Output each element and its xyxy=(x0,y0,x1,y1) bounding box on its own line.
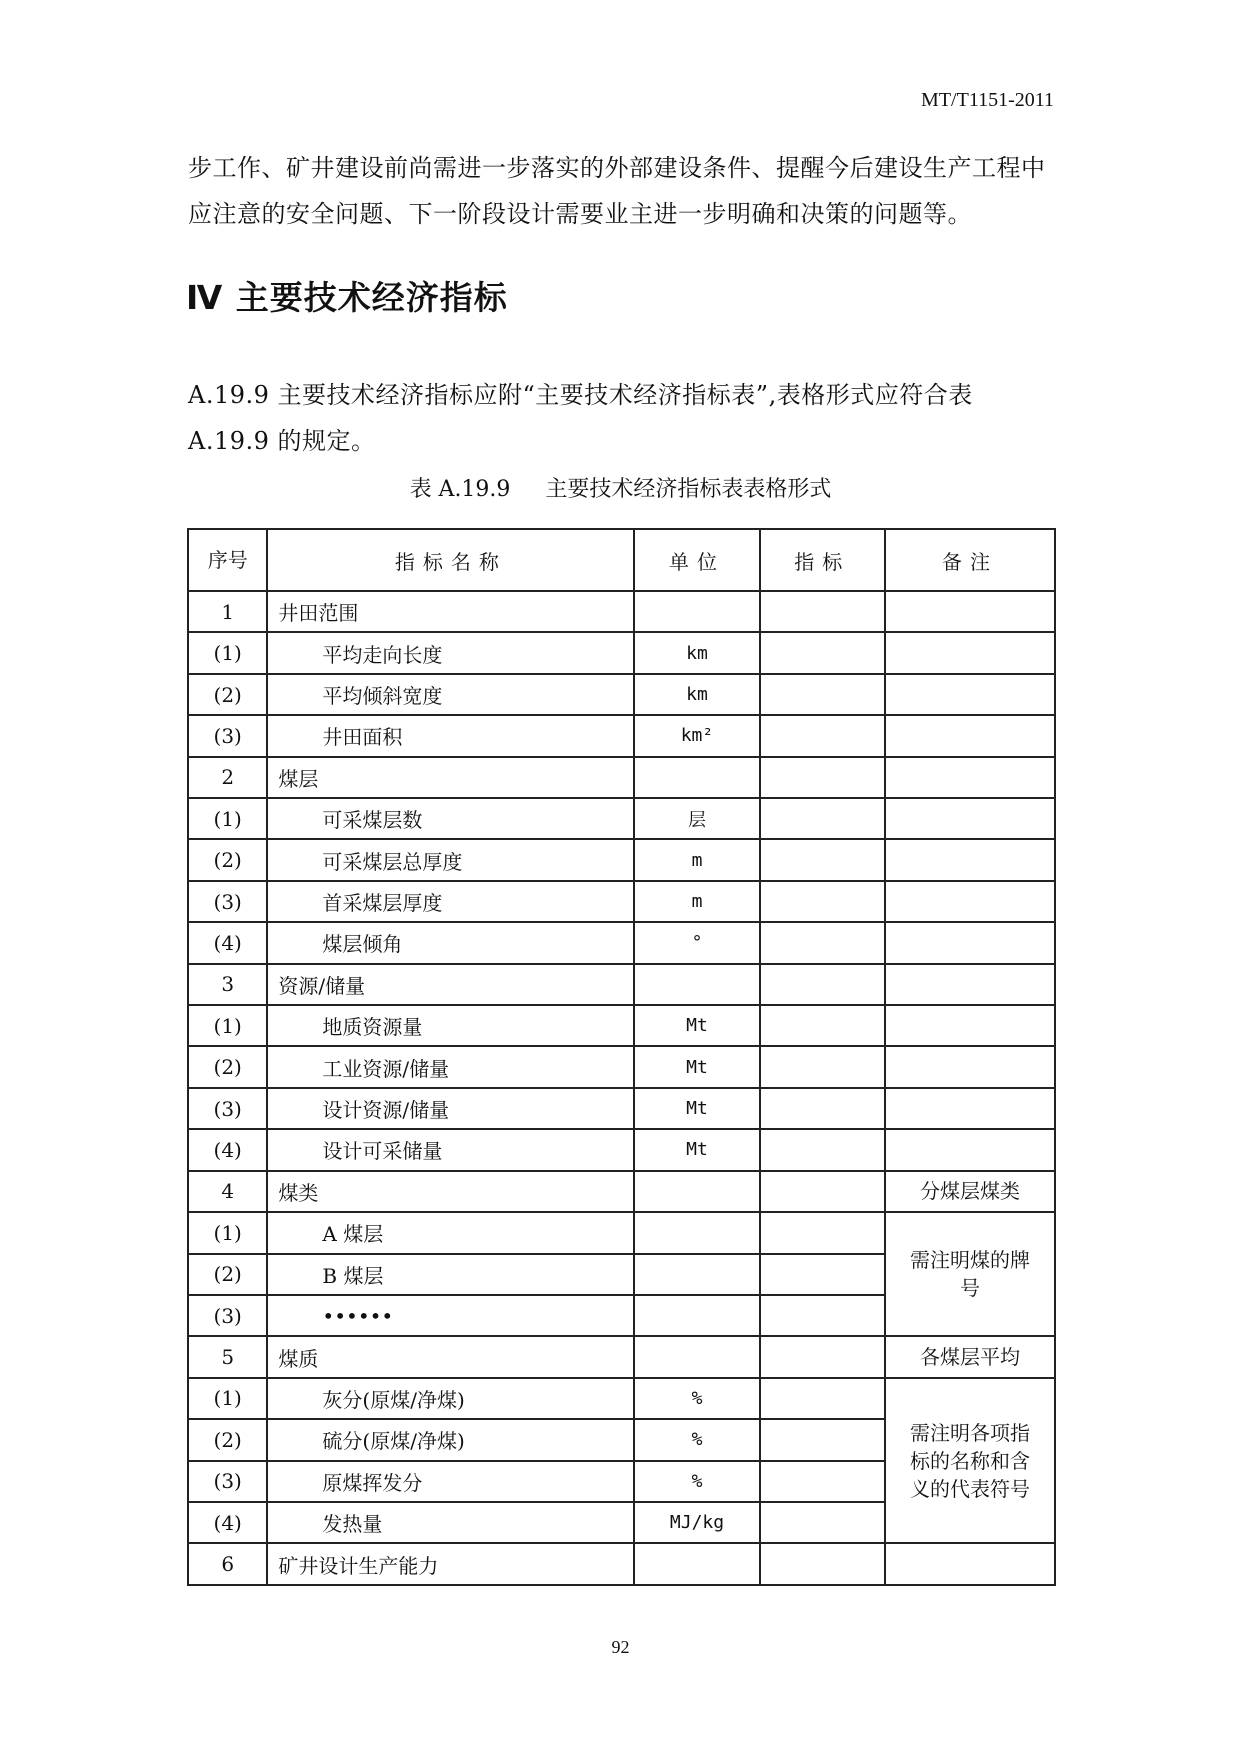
row-value xyxy=(760,1295,885,1336)
row-unit xyxy=(634,1543,759,1585)
row-name: 矿井设计生产能力 xyxy=(267,1543,634,1585)
table-row xyxy=(188,1129,1055,1170)
row-name: 煤类 xyxy=(267,1171,634,1212)
row-remark xyxy=(885,1543,1055,1585)
table-row xyxy=(188,798,1055,839)
header-value: 指标 xyxy=(760,529,885,591)
table-header-row xyxy=(188,529,1055,591)
row-remark xyxy=(885,922,1055,963)
row-value xyxy=(760,1419,885,1460)
row-seq: (2) xyxy=(188,674,267,715)
row-name: 设计可采储量 xyxy=(267,1129,634,1170)
row-seq: (3) xyxy=(188,715,267,756)
table-row xyxy=(188,839,1055,880)
row-seq: 3 xyxy=(188,964,267,1005)
row-name: 发热量 xyxy=(267,1502,634,1543)
row-remark xyxy=(885,1046,1055,1087)
table-row xyxy=(188,1378,1055,1419)
row-remark xyxy=(885,591,1055,632)
row-value xyxy=(760,1254,885,1295)
row-unit: km² xyxy=(634,715,759,756)
row-remark xyxy=(885,1005,1055,1046)
table-row xyxy=(188,1212,1055,1253)
row-unit xyxy=(634,1336,759,1377)
row-seq: (4) xyxy=(188,1129,267,1170)
table-caption-label: 表 A.19.9 xyxy=(409,477,511,502)
row-name: 煤层 xyxy=(267,757,634,798)
row-seq: (2) xyxy=(188,1254,267,1295)
row-value xyxy=(760,1461,885,1502)
table-row xyxy=(188,1171,1055,1212)
row-name: 工业资源/储量 xyxy=(267,1046,634,1087)
table-caption xyxy=(0,472,1241,503)
row-unit: Mt xyxy=(634,1129,759,1170)
row-seq: 5 xyxy=(188,1336,267,1377)
row-remark xyxy=(885,1088,1055,1129)
row-value xyxy=(760,632,885,673)
table-row xyxy=(188,1005,1055,1046)
row-value xyxy=(760,674,885,715)
header-unit: 单位 xyxy=(634,529,759,591)
table-row xyxy=(188,1088,1055,1129)
row-name: B 煤层 xyxy=(267,1254,634,1295)
row-name: 井田范围 xyxy=(267,591,634,632)
row-remark xyxy=(885,1129,1055,1170)
row-remark xyxy=(885,715,1055,756)
header-remark: 备注 xyxy=(885,529,1055,591)
row-name: 煤质 xyxy=(267,1336,634,1377)
row-remark xyxy=(885,632,1055,673)
document-number: MT/T1151-2011 xyxy=(921,89,1054,111)
row-value xyxy=(760,1046,885,1087)
row-seq: 1 xyxy=(188,591,267,632)
row-seq: (2) xyxy=(188,1046,267,1087)
table-row xyxy=(188,964,1055,1005)
intro-paragraph: 步工作、矿井建设前尚需进一步落实的外部建设条件、提醒今后建设生产工程中应注意的安全问题、下一阶段设计需要业主进一步明确和决策的问题等。 xyxy=(188,154,1046,228)
row-seq: (4) xyxy=(188,1502,267,1543)
row-seq: 2 xyxy=(188,757,267,798)
row-value xyxy=(760,1336,885,1377)
row-unit xyxy=(634,1171,759,1212)
row-name: 硫分(原煤/净煤) xyxy=(267,1419,634,1460)
row-remark xyxy=(885,964,1055,1005)
row-unit: % xyxy=(634,1419,759,1460)
row-value xyxy=(760,757,885,798)
table-row xyxy=(188,715,1055,756)
row-name: A 煤层 xyxy=(267,1212,634,1253)
table-row xyxy=(188,1046,1055,1087)
row-seq: (2) xyxy=(188,1419,267,1460)
row-seq: (1) xyxy=(188,798,267,839)
row-seq: (3) xyxy=(188,1295,267,1336)
row-unit xyxy=(634,591,759,632)
table-row xyxy=(188,674,1055,715)
row-value xyxy=(760,1502,885,1543)
table-row xyxy=(188,922,1055,963)
row-value xyxy=(760,715,885,756)
table-row xyxy=(188,1336,1055,1377)
row-name: 原煤挥发分 xyxy=(267,1461,634,1502)
row-remark: 各煤层平均 xyxy=(885,1336,1055,1377)
table-row xyxy=(188,591,1055,632)
row-unit: km xyxy=(634,632,759,673)
row-unit xyxy=(634,1295,759,1336)
row-unit xyxy=(634,1212,759,1253)
header-name: 指标名称 xyxy=(267,529,634,591)
table-caption-title: 主要技术经济指标表表格形式 xyxy=(545,477,832,502)
row-remark xyxy=(885,798,1055,839)
row-seq: (3) xyxy=(188,881,267,922)
row-unit: m xyxy=(634,881,759,922)
row-name: 可采煤层总厚度 xyxy=(267,839,634,880)
row-name: 井田面积 xyxy=(267,715,634,756)
row-value xyxy=(760,1129,885,1170)
row-seq: (2) xyxy=(188,839,267,880)
row-name: 可采煤层数 xyxy=(267,798,634,839)
table-row xyxy=(188,757,1055,798)
row-seq: (3) xyxy=(188,1461,267,1502)
row-name: 平均走向长度 xyxy=(267,632,634,673)
row-unit: Mt xyxy=(634,1005,759,1046)
row-remark xyxy=(885,757,1055,798)
page-number: 92 xyxy=(611,1637,630,1657)
row-name: •••••• xyxy=(267,1295,634,1336)
row-remark: 分煤层煤类 xyxy=(885,1171,1055,1212)
row-remark: 需注明各项指标的名称和含义的代表符号 xyxy=(885,1378,1055,1544)
row-unit: Mt xyxy=(634,1046,759,1087)
row-value xyxy=(760,1543,885,1585)
row-value xyxy=(760,839,885,880)
row-remark xyxy=(885,881,1055,922)
row-unit: m xyxy=(634,839,759,880)
row-unit xyxy=(634,964,759,1005)
row-name: 平均倾斜宽度 xyxy=(267,674,634,715)
row-value xyxy=(760,591,885,632)
row-unit: 层 xyxy=(634,798,759,839)
row-unit: ° xyxy=(634,922,759,963)
row-value xyxy=(760,1171,885,1212)
row-value xyxy=(760,1378,885,1419)
row-unit xyxy=(634,757,759,798)
row-unit xyxy=(634,1254,759,1295)
row-seq: 6 xyxy=(188,1543,267,1585)
row-value xyxy=(760,1088,885,1129)
row-value xyxy=(760,1005,885,1046)
row-seq: 4 xyxy=(188,1171,267,1212)
table-row xyxy=(188,632,1055,673)
row-name: 灰分(原煤/净煤) xyxy=(267,1378,634,1419)
row-seq: (1) xyxy=(188,1005,267,1046)
row-value xyxy=(760,1212,885,1253)
row-name: 首采煤层厚度 xyxy=(267,881,634,922)
row-seq: (1) xyxy=(188,1378,267,1419)
row-name: 设计资源/储量 xyxy=(267,1088,634,1129)
indicator-table xyxy=(187,528,1056,1586)
row-remark xyxy=(885,839,1055,880)
row-seq: (1) xyxy=(188,1212,267,1253)
row-unit: Mt xyxy=(634,1088,759,1129)
row-name: 地质资源量 xyxy=(267,1005,634,1046)
section-title: Ⅳ 主要技术经济指标 xyxy=(186,278,508,317)
row-name: 资源/储量 xyxy=(267,964,634,1005)
row-unit: % xyxy=(634,1378,759,1419)
row-unit: % xyxy=(634,1461,759,1502)
table-row xyxy=(188,881,1055,922)
row-unit: km xyxy=(634,674,759,715)
row-name: 煤层倾角 xyxy=(267,922,634,963)
clause-paragraph: A.19.9 主要技术经济指标应附“主要技术经济指标表”,表格形式应符合表 A.19.9 的规定。 xyxy=(188,381,973,455)
row-value xyxy=(760,881,885,922)
header-seq: 序号 xyxy=(188,529,267,591)
table-row xyxy=(188,1543,1055,1585)
row-seq: (1) xyxy=(188,632,267,673)
row-value xyxy=(760,798,885,839)
row-remark: 需注明煤的牌号 xyxy=(885,1212,1055,1336)
row-value xyxy=(760,964,885,1005)
row-remark xyxy=(885,674,1055,715)
row-value xyxy=(760,922,885,963)
row-unit: MJ/kg xyxy=(634,1502,759,1543)
row-seq: (4) xyxy=(188,922,267,963)
row-seq: (3) xyxy=(188,1088,267,1129)
